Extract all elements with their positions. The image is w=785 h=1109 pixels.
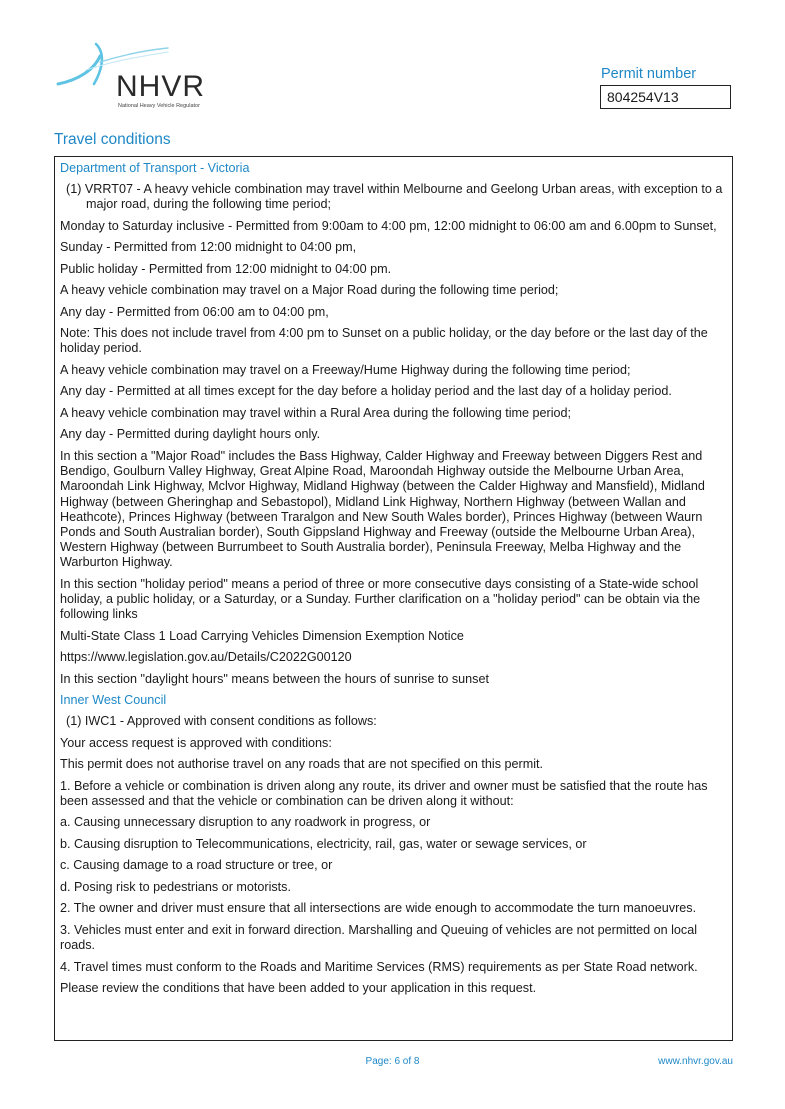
permit-number-label: Permit number — [601, 66, 697, 82]
condition-text: Monday to Saturday inclusive - Permitted from 9:00am to 4:00 pm, 12:00 midnight to 06:00 am and 6.00pm to Sunset, — [60, 218, 717, 233]
condition-text: Multi-State Class 1 Load Carrying Vehicles Dimension Exemption Notice — [60, 628, 464, 643]
condition-text: 3. Vehicles must enter and exit in forward direction. Marshalling and Queuing of vehicles are not permitted on local roads. — [60, 922, 698, 953]
condition-text: 1. Before a vehicle or combination is driven along any route, its driver and owner must be satisfied that the route has been assessed and that the vehicle or combination can be driven along it without: — [60, 778, 708, 808]
condition-authority-heading: Inner West Council — [60, 693, 167, 708]
permit-number-value: 804254V13 — [607, 89, 679, 105]
condition-text: 4. Travel times must conform to the Roads and Maritime Services (RMS) requirements as per State Road network. — [60, 959, 698, 974]
condition-text: https://www.legislation.gov.au/Details/C2022G00120 — [60, 650, 352, 665]
condition-text: A heavy vehicle combination may travel on a Major Road during the following time period; — [60, 283, 559, 298]
condition-text: A heavy vehicle combination may travel on a Freeway/Hume Highway during the following time period; — [60, 362, 631, 377]
condition-text: Your access request is approved with conditions: — [60, 735, 332, 750]
travel-conditions-box — [54, 156, 733, 1041]
condition-text: A heavy vehicle combination may travel within a Rural Area during the following time period; — [60, 405, 572, 420]
condition-text: 2. The owner and driver must ensure that all intersections are wide enough to accommodate the turn manoeuvres. — [60, 901, 697, 916]
condition-text: a. Causing unnecessary disruption to any roadwork in progress, or — [60, 815, 431, 830]
condition-text: Please review the conditions that have been added to your application in this request. — [60, 981, 537, 996]
condition-text: Note: This does not include travel from 4:00 pm to Sunset on a public holiday, or the day before or the last day of the holiday period. — [60, 326, 708, 356]
footer-url: www.nhvr.gov.au — [658, 1056, 733, 1067]
condition-text: Any day - Permitted during daylight hours only. — [60, 427, 321, 442]
condition-text: (1) VRRT07 - A heavy vehicle combination may travel within Melbourne and Geelong Urban areas, with exception to a major road, during the following time period; — [66, 182, 723, 212]
condition-text: In this section "daylight hours" means between the hours of sunrise to sunset — [60, 671, 489, 686]
permit-number-box — [600, 85, 731, 109]
condition-text: This permit does not authorise travel on any roads that are not specified on this permit. — [60, 757, 544, 772]
page-number: Page: 6 of 8 — [365, 1056, 420, 1067]
condition-authority-heading: Department of Transport - Victoria — [60, 161, 250, 175]
condition-text: Public holiday - Permitted from 12:00 midnight to 04:00 pm. — [60, 261, 392, 276]
condition-text: (1) IWC1 - Approved with consent conditions as follows: — [66, 714, 377, 729]
condition-text: Any day - Permitted from 06:00 am to 04:00 pm, — [60, 304, 329, 319]
logo-wordmark: NHVR — [116, 70, 206, 103]
condition-text: d. Posing risk to pedestrians or motorists. — [60, 879, 291, 894]
nhvr-logo — [56, 40, 216, 112]
logo-subtitle: National Heavy Vehicle Regulator — [118, 103, 200, 109]
condition-text: In this section a "Major Road" includes the Bass Highway, Calder Highway and Freeway between Diggers Rest and Bendigo, Goulburn Valley Highway, Great Alpine Road, Maroondah Highway outside the Melbourne Urban Area, Maroondah Link Highway, Mclvor Highway, Midland Highway (between the Calder Highway and Mansfield), Midland Highway (between Gheringhap and Sebastopol), Midland Link Highway, Northern Highway (between Wallan and Heathcote), Princes Highway (between Traralgon and New South Wales border), Princes Highway (between Waurn Ponds and South Australian border), South Gippsland Highway and Freeway (outside the Melbourne Urban Area), Western Highway (between Burrumbeet to South Australia border), Peninsula Freeway, Melba Highway and the Warburton Highway. — [60, 448, 705, 570]
condition-text: Any day - Permitted at all times except for the day before a holiday period and the last day of a holiday period. — [60, 384, 672, 399]
condition-text: In this section "holiday period" means a period of three or more consecutive days consisting of a State-wide school holiday, a public holiday, or a Saturday, or a Sunday. Further clarification on a "holiday period" can be obtain via the following links — [60, 576, 701, 622]
section-title: Travel conditions — [54, 131, 171, 148]
condition-text: c. Causing damage to a road structure or tree, or — [60, 858, 333, 873]
condition-text: b. Causing disruption to Telecommunications, electricity, rail, gas, water or sewage services, or — [60, 836, 587, 851]
condition-text: Sunday - Permitted from 12:00 midnight to 04:00 pm, — [60, 240, 357, 255]
